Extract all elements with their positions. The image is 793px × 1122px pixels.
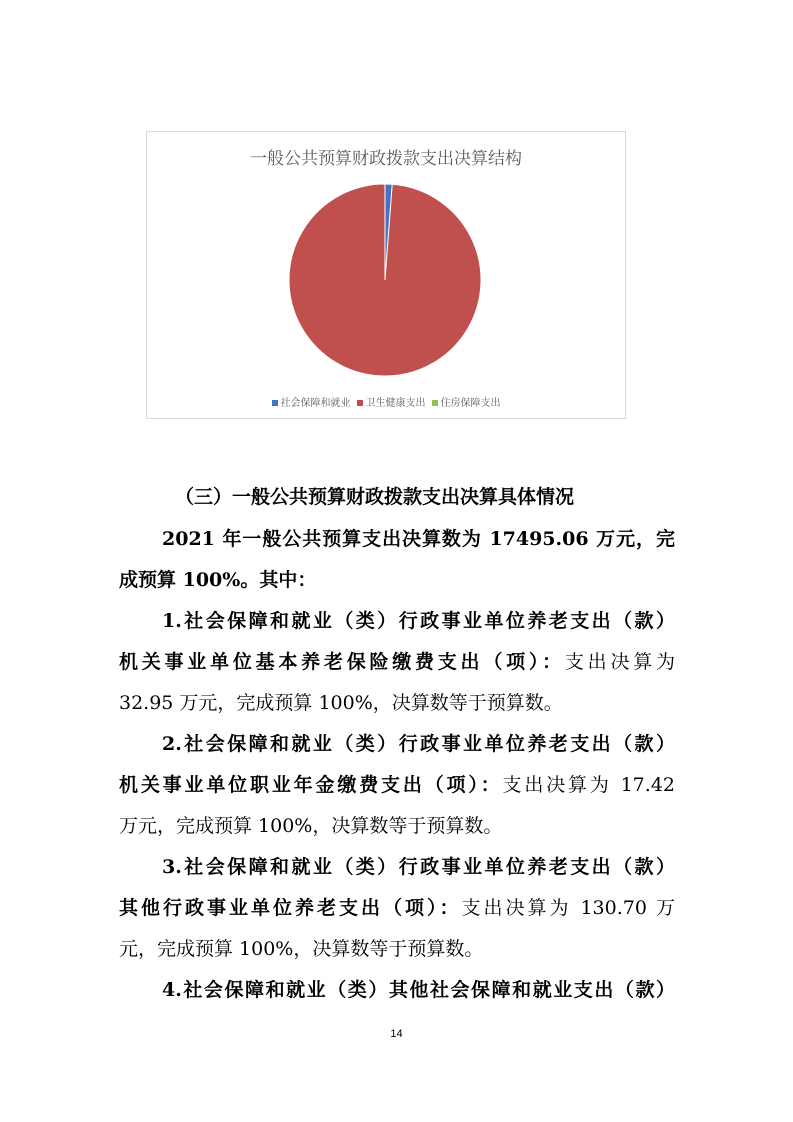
legend-swatch-1	[272, 400, 278, 406]
item-1-subject: 机关事业单位基本养老保险缴费支出（项）：	[119, 651, 565, 673]
item-2-line-2	[119, 770, 675, 800]
legend-label-2: 卫生健康支出	[365, 398, 426, 409]
item-3-amount-prefix: 支出决算为 130.70 万	[461, 897, 675, 919]
legend-swatch-3	[432, 400, 438, 406]
item-1-line-1: 1.社会保障和就业（类）行政事业单位养老支出（款）	[162, 610, 675, 632]
pie-svg	[147, 132, 625, 418]
item-3-subject: 其他行政事业单位养老支出（项）：	[119, 897, 462, 919]
item-2-amount-prefix: 支出决算为 17.42	[502, 774, 675, 796]
summary-line-2: 成预算 100%。其中：	[119, 569, 317, 591]
legend-item-2	[357, 394, 426, 409]
legend-swatch-2	[357, 400, 363, 406]
legend-item-1	[272, 394, 351, 409]
chart-title: 一般公共预算财政拨款支出决算结构	[250, 149, 522, 169]
item-1-line-2	[119, 647, 675, 677]
chart-legend	[147, 394, 625, 409]
legend-label-3: 住房保障支出	[440, 398, 501, 409]
legend-label-1: 社会保障和就业	[280, 398, 351, 409]
pie-chart	[146, 131, 626, 419]
item-3-line-3: 元，完成预算 100%，决算数等于预算数。	[119, 938, 484, 960]
item-2-subject: 机关事业单位职业年金缴费支出（项）：	[119, 774, 503, 796]
item-1-amount-prefix: 支出决算为	[564, 651, 675, 673]
section-heading: （三）一般公共预算财政拨款支出决算具体情况	[175, 486, 575, 508]
page-number: 14	[390, 1028, 403, 1040]
item-2-line-3: 万元，完成预算 100%，决算数等于预算数。	[119, 815, 503, 837]
item-3-line-2	[119, 893, 675, 923]
item-3-line-1: 3.社会保障和就业（类）行政事业单位养老支出（款）	[162, 856, 675, 878]
item-1-line-3: 32.95 万元，完成预算 100%，决算数等于预算数。	[119, 692, 563, 714]
pie-slice-2	[289, 184, 481, 376]
item-4-line-1: 4.社会保障和就业（类）其他社会保障和就业支出（款）	[162, 979, 675, 1001]
legend-item-3	[432, 394, 501, 409]
item-2-line-1: 2.社会保障和就业（类）行政事业单位养老支出（款）	[162, 733, 675, 755]
summary-line-1: 2021 年一般公共预算支出决算数为 17495.06 万元，完	[162, 528, 675, 550]
